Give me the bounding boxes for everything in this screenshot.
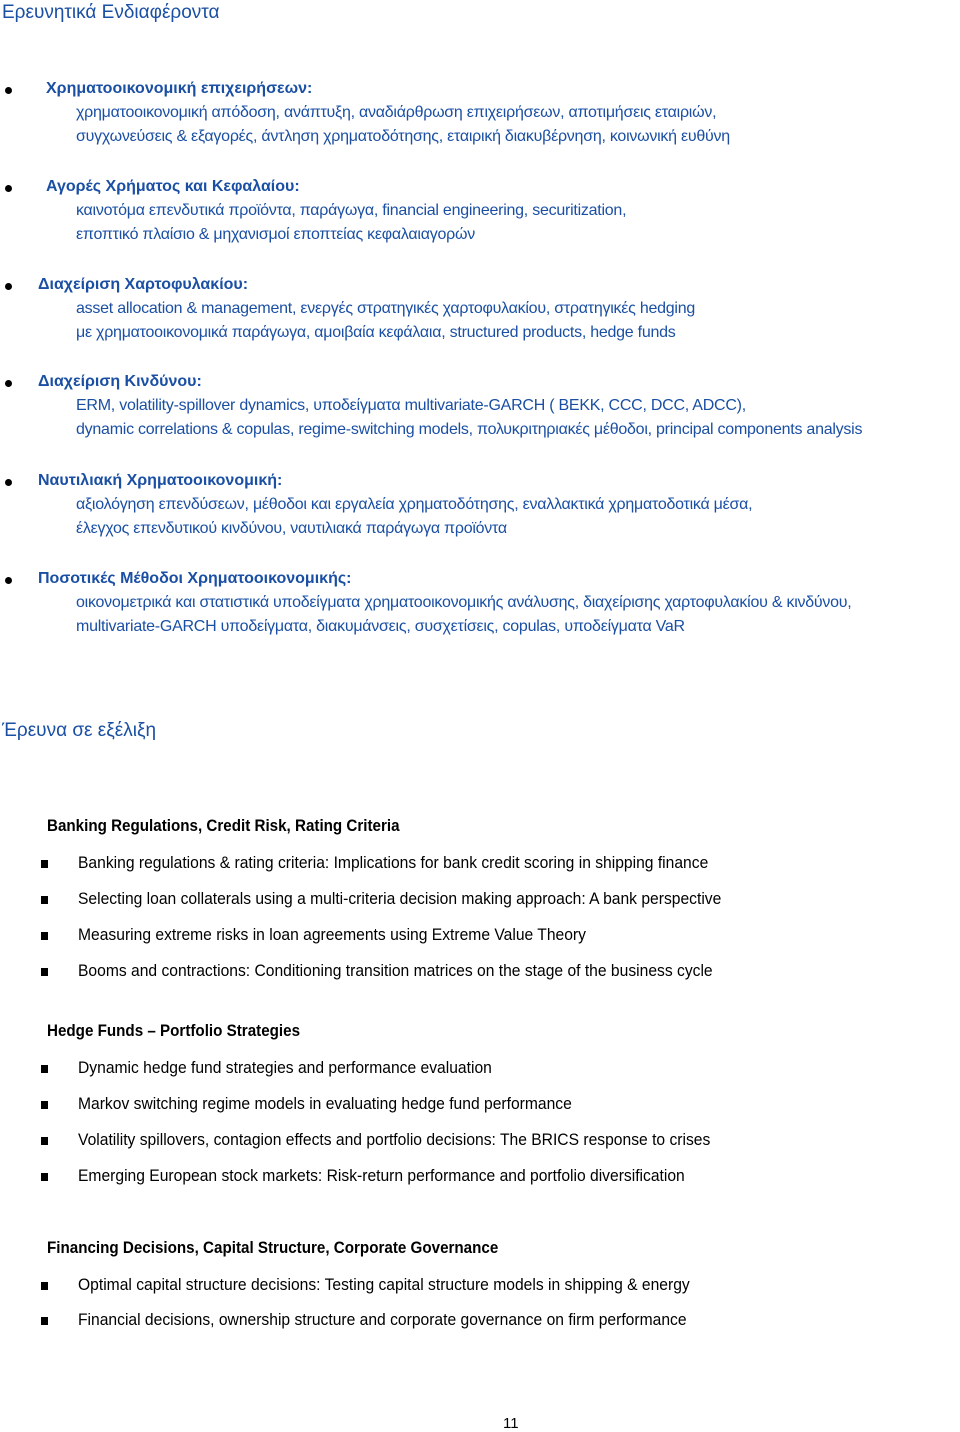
square-bullet-icon bbox=[41, 896, 48, 904]
interest-section bbox=[0, 570, 960, 640]
interest-heading: Διαχείριση Χαρτοφυλακίου: bbox=[38, 276, 249, 293]
interest-line: εποπτικό πλαίσιο & μηχανισμοί εποπτείας κεφαλαιαγορών bbox=[76, 226, 475, 243]
bullet-icon bbox=[5, 479, 12, 486]
interest-section bbox=[0, 80, 960, 150]
list-item-text: Emerging European stock markets: Risk-return performance and portfolio diversification bbox=[78, 1166, 685, 1185]
interest-line: καινοτόμα επενδυτικά προϊόντα, παράγωγα, financial engineering, securitization, bbox=[76, 202, 627, 219]
interest-line: multivariate-GARCH υποδείγματα, διακυμάνσεις, συσχετίσεις, copulas, υποδείγματα VaR bbox=[76, 618, 685, 635]
list-item-text: Markov switching regime models in evaluating hedge fund performance bbox=[78, 1094, 572, 1113]
interest-heading: Χρηματοοικονομική επιχειρήσεων: bbox=[46, 80, 313, 97]
page-number: 11 bbox=[503, 1415, 519, 1432]
square-bullet-icon bbox=[41, 968, 48, 976]
list-item-text: Volatility spillovers, contagion effects and portfolio decisions: The BRICS response to crises bbox=[78, 1130, 711, 1149]
bullet-icon bbox=[5, 577, 12, 584]
list-item-text: Optimal capital structure decisions: Testing capital structure models in shipping & energy bbox=[78, 1275, 690, 1294]
square-bullet-icon bbox=[41, 1101, 48, 1109]
interest-line: συγχωνεύσεις & εξαγορές, άντληση χρηματοδότησης, εταιρική διακυβέρνηση, κοινωνική ευθύνη bbox=[76, 128, 730, 145]
square-bullet-icon bbox=[41, 1173, 48, 1181]
square-bullet-icon bbox=[41, 1137, 48, 1145]
interest-line: χρηματοοικονομική απόδοση, ανάπτυξη, αναδιάρθρωση επιχειρήσεων, αποτιμήσεις εταιριών, bbox=[76, 104, 717, 121]
list-item bbox=[0, 889, 960, 911]
page-title: Ερευνητικά Ενδιαφέροντα bbox=[2, 2, 220, 23]
list-item-text: Selecting loan collaterals using a multi-criteria decision making approach: A bank perspective bbox=[78, 889, 722, 908]
list-item-text: Measuring extreme risks in loan agreements using Extreme Value Theory bbox=[78, 925, 586, 944]
interest-line: dynamic correlations & copulas, regime-switching models, πολυκριτηριακές μέθοδοι, principal components analysis bbox=[76, 421, 863, 438]
interest-heading: Ποσοτικές Μέθοδοι Χρηματοοικονομικής: bbox=[38, 570, 352, 587]
interest-line: αξιολόγηση επενδύσεων, μέθοδοι και εργαλεία χρηματοδότησης, εναλλακτικά χρηματοδοτικά μέσα, bbox=[76, 496, 753, 513]
interest-section bbox=[0, 276, 960, 346]
square-bullet-icon bbox=[41, 932, 48, 940]
list-item bbox=[0, 1130, 960, 1152]
interest-line: με χρηματοοικονομικά παράγωγα, αμοιβαία κεφάλαια, structured products, hedge funds bbox=[76, 324, 676, 341]
interest-line: οικονομετρικά και στατιστικά υποδείγματα χρηματοοικονομικής ανάλυσης, διαχείρισης χαρτοφυλακίου & κινδύνου, bbox=[76, 594, 852, 611]
list-item-text: Financial decisions, ownership structure and corporate governance on firm performance bbox=[78, 1310, 687, 1329]
interest-section bbox=[0, 373, 960, 443]
interest-line: έλεγχος επενδυτικού κινδύνου, ναυτιλιακά παράγωγα προϊόντα bbox=[76, 520, 507, 537]
interest-heading: Διαχείριση Κινδύνου: bbox=[38, 373, 202, 390]
interest-line: ERM, volatility-spillover dynamics, υποδείγματα multivariate-GARCH ( BEKK, CCC, DCC, ADCC), bbox=[76, 397, 746, 414]
bullet-icon bbox=[5, 87, 12, 94]
square-bullet-icon bbox=[41, 1317, 48, 1325]
interest-heading: Αγορές Χρήματος και Κεφαλαίου: bbox=[46, 178, 300, 195]
list-item bbox=[0, 961, 960, 983]
interest-heading: Ναυτιλιακή Χρηματοοικονομική: bbox=[38, 472, 283, 489]
research-group-heading: Banking Regulations, Credit Risk, Rating Criteria bbox=[47, 817, 400, 835]
bullet-icon bbox=[5, 185, 12, 192]
square-bullet-icon bbox=[41, 860, 48, 868]
list-item-text: Booms and contractions: Conditioning transition matrices on the stage of the business cycle bbox=[78, 961, 713, 980]
list-item bbox=[0, 853, 960, 875]
research-group-heading: Hedge Funds – Portfolio Strategies bbox=[47, 1022, 301, 1040]
research-group-heading: Financing Decisions, Capital Structure, Corporate Governance bbox=[47, 1239, 499, 1257]
list-item bbox=[0, 1166, 960, 1188]
research-section-title: Έρευνα σε εξέλιξη bbox=[2, 720, 157, 741]
list-item bbox=[0, 1058, 960, 1080]
list-item bbox=[0, 1275, 960, 1297]
interest-line: asset allocation & management, ενεργές στρατηγικές χαρτοφυλακίου, στρατηγικές hedging bbox=[76, 300, 696, 317]
square-bullet-icon bbox=[41, 1282, 48, 1290]
interest-section bbox=[0, 472, 960, 542]
list-item bbox=[0, 1310, 960, 1332]
list-item bbox=[0, 1094, 960, 1116]
list-item-text: Dynamic hedge fund strategies and performance evaluation bbox=[78, 1058, 492, 1077]
list-item-text: Banking regulations & rating criteria: Implications for bank credit scoring in shipping finance bbox=[78, 853, 709, 872]
square-bullet-icon bbox=[41, 1065, 48, 1073]
list-item bbox=[0, 925, 960, 947]
interest-section bbox=[0, 178, 960, 248]
bullet-icon bbox=[5, 380, 12, 387]
bullet-icon bbox=[5, 283, 12, 290]
